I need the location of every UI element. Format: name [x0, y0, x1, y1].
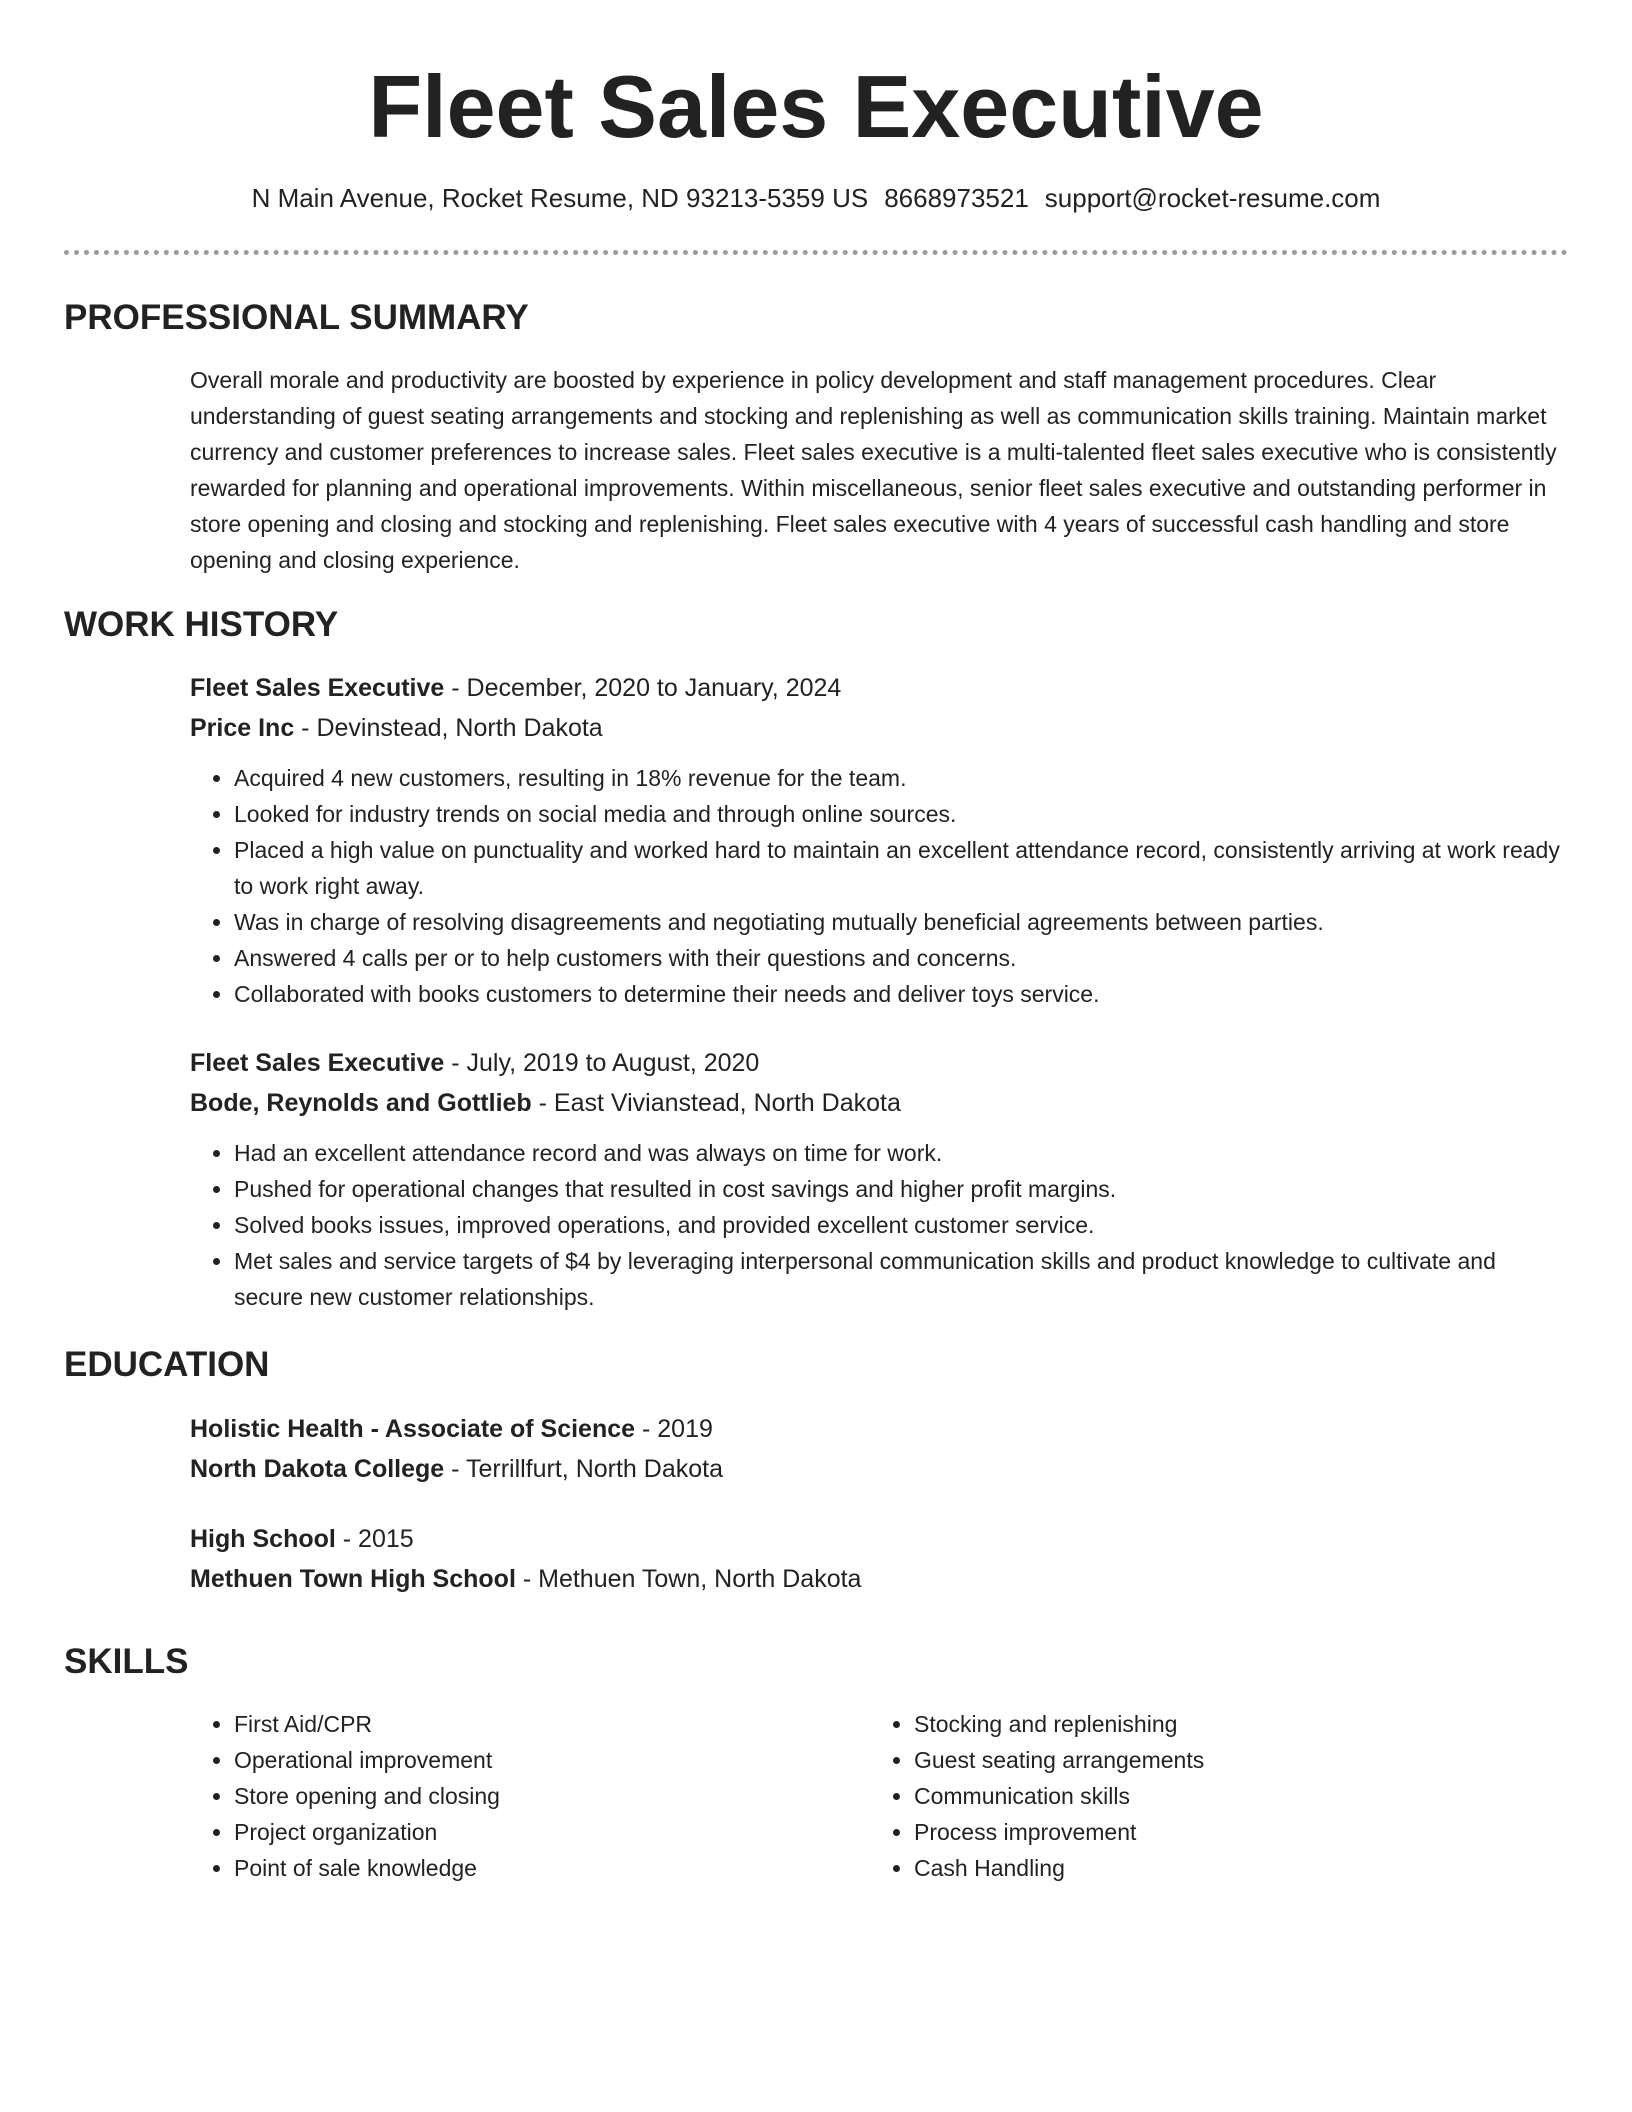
job-company-line: [190, 1083, 1570, 1123]
section-title-work-history: WORK HISTORY: [64, 605, 339, 644]
education-degree-line: [190, 1409, 1570, 1449]
section-title-education: EDUCATION: [64, 1345, 270, 1384]
skill-item: • Cash Handling: [914, 1850, 1554, 1886]
skills-column-left: [190, 1706, 874, 1886]
list-item: • Pushed for operational changes that resulted in cost savings and higher profit margins.: [234, 1171, 1570, 1207]
skill-item: • Point of sale knowledge: [234, 1850, 874, 1886]
skills-column-right: [870, 1706, 1554, 1886]
job-title-line: [190, 1043, 1570, 1083]
education-degree-line: [190, 1519, 1570, 1559]
education-school-line: [190, 1559, 1570, 1599]
job-role: Fleet Sales Executive: [190, 674, 445, 702]
list-item: • Placed a high value on punctuality and worked hard to maintain an excellent attendance record, consistently arriving at work ready to work right away.: [234, 832, 1570, 904]
education-entry: [190, 1519, 1570, 1599]
job-role: Fleet Sales Executive: [190, 1049, 445, 1077]
job-company: Bode, Reynolds and Gottlieb: [190, 1089, 532, 1117]
contact-email[interactable]: support@rocket-resume.com: [1044, 183, 1381, 213]
resume-name: Fleet Sales Executive: [368, 57, 1264, 156]
skill-item: • Store opening and closing: [234, 1778, 874, 1814]
contact-line: [0, 180, 1632, 216]
list-item: • Had an excellent attendance record and was always on time for work.: [234, 1135, 1570, 1171]
job-bullets: [190, 1135, 1570, 1315]
list-item: • Acquired 4 new customers, resulting in 18% revenue for the team.: [234, 760, 1570, 796]
list-item: • Was in charge of resolving disagreements and negotiating mutually beneficial agreements between parties.: [234, 904, 1570, 940]
education-entry: [190, 1409, 1570, 1489]
list-item: • Solved books issues, improved operations, and provided excellent customer service.: [234, 1207, 1570, 1243]
job-dates: - July, 2019 to August, 2020: [444, 1049, 760, 1077]
summary-block: [190, 362, 1570, 578]
skill-item: • First Aid/CPR: [234, 1706, 874, 1742]
list-item: • Met sales and service targets of $4 by leveraging interpersonal communication skills and product knowledge to cultivate and secure new customer relationships.: [234, 1243, 1570, 1315]
job-company-line: [190, 708, 1570, 748]
skill-item: • Stocking and replenishing: [914, 1706, 1554, 1742]
job-location: - Devinstead, North Dakota: [294, 714, 603, 742]
job-title-line: [190, 668, 1570, 708]
education-school-line: [190, 1449, 1570, 1489]
list-item: • Looked for industry trends on social media and through online sources.: [234, 796, 1570, 832]
education-location: - Methuen Town, North Dakota: [515, 1565, 862, 1593]
job-dates: - December, 2020 to January, 2024: [444, 674, 842, 702]
list-item: • Collaborated with books customers to determine their needs and deliver toys service.: [234, 976, 1570, 1012]
education-degree: Holistic Health - Associate of Science: [190, 1415, 636, 1443]
education-degree: High School: [190, 1525, 336, 1553]
education-school: North Dakota College: [190, 1455, 445, 1483]
skill-item: • Communication skills: [914, 1778, 1554, 1814]
summary-text: Overall morale and productivity are boosted by experience in policy development and staff management procedures. Clear understanding of guest seating arrangements and stocking and replenishing as well as communication skills training. Maintain market currency and customer preferences to increase sales. Fleet sales executive is a multi-talented fleet sales executive who is consistently rewarded for planning and operational improvements. Within miscellaneous, senior fleet sales executive and outstanding performer in store opening and closing and stocking and replenishing. Fleet sales executive with 4 years of successful cash handling and store opening and closing experience.: [190, 367, 1557, 573]
skill-item: • Operational improvement: [234, 1742, 874, 1778]
list-item: • Answered 4 calls per or to help customers with their questions and concerns.: [234, 940, 1570, 976]
skill-item: • Guest seating arrangements: [914, 1742, 1554, 1778]
education-location: - Terrillfurt, North Dakota: [444, 1455, 723, 1483]
job-location: - East Vivianstead, North Dakota: [531, 1089, 901, 1117]
education-year: - 2015: [335, 1525, 414, 1553]
education-school: Methuen Town High School: [190, 1565, 516, 1593]
section-title-summary: PROFESSIONAL SUMMARY: [64, 298, 529, 337]
job-entry: [190, 668, 1570, 1012]
job-company: Price Inc: [190, 714, 295, 742]
skill-item: • Project organization: [234, 1814, 874, 1850]
header-divider: [64, 250, 1568, 255]
education-year: - 2019: [635, 1415, 713, 1443]
contact-address: N Main Avenue, Rocket Resume, ND 93213-5359 US: [251, 183, 869, 213]
job-entry: [190, 1043, 1570, 1315]
job-bullets: [190, 760, 1570, 1012]
skill-item: • Process improvement: [914, 1814, 1554, 1850]
contact-phone: 8668973521: [884, 183, 1029, 213]
section-title-skills: SKILLS: [64, 1642, 189, 1681]
